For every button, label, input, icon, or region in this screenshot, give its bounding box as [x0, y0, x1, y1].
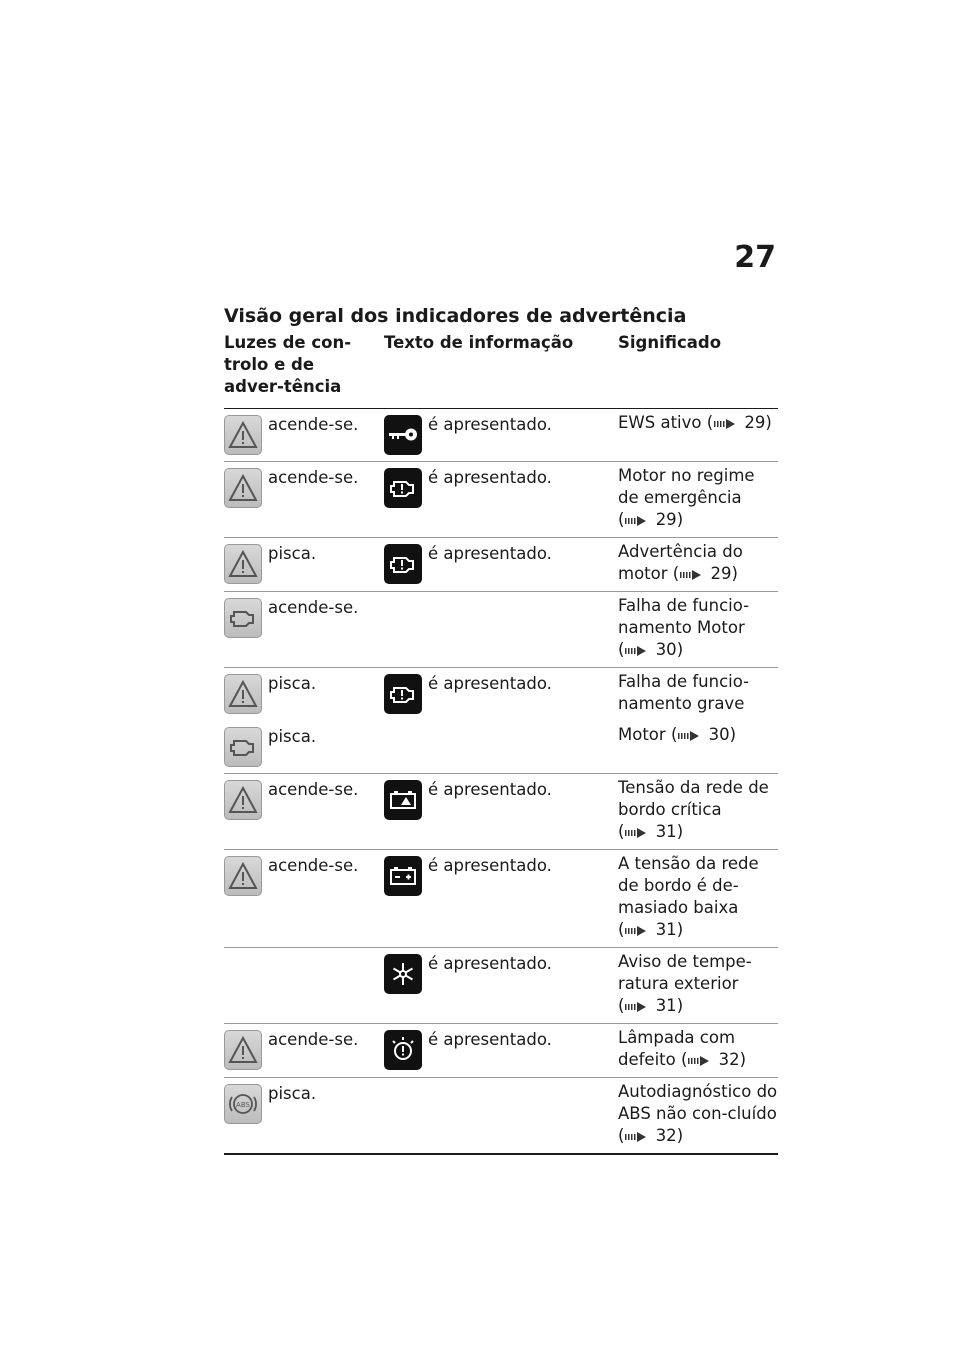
display-state: é apresentado. [428, 1030, 552, 1049]
header-lamps: Luzes de con-trolo e de adver-tência [224, 333, 352, 396]
lamp-cell [224, 777, 384, 843]
page-reference[interactable]: ( 32) [618, 1126, 684, 1145]
meaning-text: Falha de funcio-namento grave [618, 672, 750, 713]
table-row [224, 538, 778, 592]
page-reference[interactable]: ( 30) [618, 640, 684, 659]
header-info-text: Texto de informação [384, 333, 574, 352]
display-battery-warning-icon [384, 780, 422, 820]
display-battery-icon [384, 856, 422, 896]
meaning-text: Aviso de tempe-ratura exterior [618, 952, 752, 993]
lamp-cell [224, 724, 384, 767]
display-state: é apresentado. [428, 544, 552, 563]
warning-indicators-table [224, 332, 778, 1155]
table-row [224, 774, 778, 850]
display-cell [384, 853, 618, 941]
lamp-cell [224, 951, 384, 1017]
lamp-cell [224, 853, 384, 941]
table-row [224, 1078, 778, 1155]
reference-arrow-icon [624, 515, 650, 527]
meaning-text: Lâmpada com defeito [618, 1028, 736, 1069]
meaning-text: Falha de funcio-namento Motor [618, 596, 750, 637]
lamp-state: acende-se. [268, 780, 359, 799]
lamp-state: acende-se. [268, 598, 359, 617]
header-meaning: Significado [618, 333, 722, 352]
lamp-state: acende-se. [268, 856, 359, 875]
lamp-cell [224, 671, 384, 715]
display-bulb-icon [384, 1030, 422, 1070]
meaning-cell [618, 777, 778, 843]
warning-triangle-icon [224, 544, 262, 584]
meaning-cell [618, 465, 778, 531]
meaning-cell [618, 1081, 778, 1147]
display-engine-icon [384, 544, 422, 584]
warning-triangle-icon [224, 674, 262, 714]
lamp-cell [224, 1027, 384, 1071]
display-state: é apresentado. [428, 954, 552, 973]
lamp-state: acende-se. [268, 1030, 359, 1049]
warning-triangle-icon [224, 780, 262, 820]
page-reference[interactable]: ( 30) [670, 725, 737, 744]
engine-icon [224, 727, 262, 767]
table-header [224, 332, 778, 409]
meaning-text: Motor no regime de emergência [618, 466, 755, 507]
table-row [224, 721, 778, 774]
reference-arrow-icon [624, 1001, 650, 1013]
svg-text:ABS: ABS [236, 1101, 250, 1109]
display-state: é apresentado. [428, 780, 552, 799]
display-cell [384, 1081, 618, 1147]
display-state: é apresentado. [428, 415, 552, 434]
meaning-text: Motor [618, 725, 666, 744]
table-row [224, 1024, 778, 1078]
warning-triangle-icon [224, 856, 262, 896]
meaning-cell [618, 853, 778, 941]
meaning-cell [618, 541, 778, 585]
meaning-cell [618, 1027, 778, 1071]
table-row [224, 592, 778, 668]
table-row [224, 948, 778, 1024]
lamp-cell [224, 541, 384, 585]
meaning-cell [618, 412, 778, 455]
display-state: é apresentado. [428, 856, 552, 875]
display-cell [384, 1027, 618, 1071]
page-reference[interactable]: ( 29) [706, 413, 772, 432]
lamp-state: pisca. [268, 674, 317, 693]
reference-arrow-icon [713, 418, 739, 430]
lamp-state: pisca. [268, 727, 317, 746]
table-row [224, 462, 778, 538]
page-number: 27 [734, 240, 776, 275]
page-reference[interactable]: ( 32) [680, 1050, 747, 1069]
meaning-text: Advertência do motor [618, 542, 743, 583]
table-row [224, 668, 778, 721]
page-reference[interactable]: ( 29) [618, 510, 684, 529]
page-reference[interactable]: ( 31) [618, 822, 684, 841]
display-cell [384, 671, 618, 715]
reference-arrow-icon [624, 1131, 650, 1143]
lamp-cell [224, 1081, 384, 1147]
warning-triangle-icon [224, 1030, 262, 1070]
meaning-cell [618, 951, 778, 1017]
reference-arrow-icon [624, 925, 650, 937]
display-snowflake-icon [384, 954, 422, 994]
display-cell [384, 412, 618, 455]
warning-triangle-icon [224, 415, 262, 455]
engine-icon [224, 598, 262, 638]
reference-arrow-icon [624, 827, 650, 839]
warning-triangle-icon [224, 468, 262, 508]
page-reference[interactable]: ( 29) [672, 564, 738, 583]
meaning-cell [618, 724, 778, 767]
reference-arrow-icon [677, 730, 703, 742]
page-reference[interactable]: ( 31) [618, 920, 684, 939]
reference-arrow-icon [687, 1055, 713, 1067]
display-cell [384, 595, 618, 661]
meaning-text: Tensão da rede de bordo crítica [618, 778, 769, 819]
display-cell [384, 541, 618, 585]
reference-arrow-icon [624, 645, 650, 657]
lamp-cell [224, 412, 384, 455]
section-title: Visão geral dos indicadores de advertência [224, 305, 687, 327]
table-row [224, 850, 778, 948]
display-cell [384, 724, 618, 767]
display-cell [384, 777, 618, 843]
reference-arrow-icon [679, 569, 705, 581]
display-state: é apresentado. [428, 674, 552, 693]
display-state: é apresentado. [428, 468, 552, 487]
lamp-cell [224, 595, 384, 661]
lamp-cell [224, 465, 384, 531]
lamp-state: acende-se. [268, 415, 359, 434]
lamp-state: acende-se. [268, 468, 359, 487]
table-row [224, 409, 778, 462]
display-key-icon [384, 415, 422, 455]
lamp-state: pisca. [268, 544, 317, 563]
meaning-text: EWS ativo [618, 413, 702, 432]
meaning-cell [618, 595, 778, 661]
display-cell [384, 465, 618, 531]
meaning-cell [618, 671, 778, 715]
page-reference[interactable]: ( 31) [618, 996, 684, 1015]
meaning-text: A tensão da rede de bordo é de-masiado baixa [618, 854, 759, 917]
display-engine-icon [384, 468, 422, 508]
display-engine-icon [384, 674, 422, 714]
display-cell [384, 951, 618, 1017]
abs-icon [224, 1084, 262, 1124]
lamp-state: pisca. [268, 1084, 317, 1103]
meaning-text: Autodiagnóstico do ABS não con-cluído [618, 1082, 778, 1123]
